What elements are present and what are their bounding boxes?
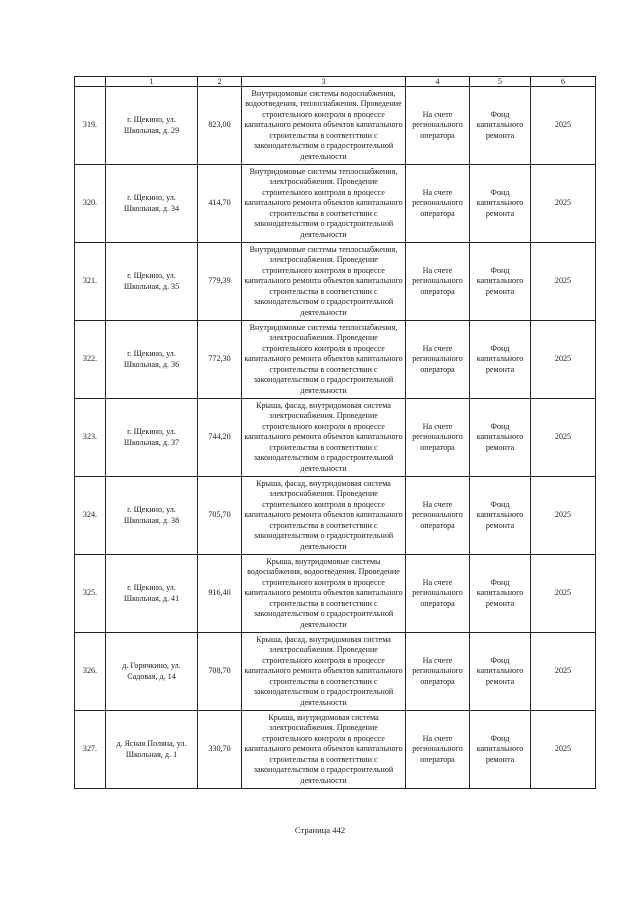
column-header: 6 xyxy=(531,77,596,87)
table-row xyxy=(75,87,596,165)
row-number: 320. xyxy=(75,165,106,243)
account-cell: На счете регионального оператора xyxy=(406,399,470,477)
year-cell: 2025 xyxy=(531,243,596,321)
works-cell: Внутридомовые системы теплоснабжения, электроснабжения. Проведение строительного контроля в процессе капитального ремонта объектов капитального строительства в соответствии с законодательством о градостроительной деятельности xyxy=(242,243,406,321)
fund-cell: Фонд капитального ремонта xyxy=(470,87,531,165)
account-cell: На счете регионального оператора xyxy=(406,243,470,321)
fund-cell: Фонд капитального ремонта xyxy=(470,399,531,477)
fund-cell: Фонд капитального ремонта xyxy=(470,243,531,321)
address-cell: г. Щекино, ул. Школьная, д. 29 xyxy=(106,87,198,165)
table-row xyxy=(75,711,596,789)
year-cell: 2025 xyxy=(531,399,596,477)
column-header: 2 xyxy=(198,77,242,87)
address-cell: г. Щекино, ул. Школьная, д. 37 xyxy=(106,399,198,477)
account-cell: На счете регионального оператора xyxy=(406,477,470,555)
works-cell: Внутридомовые системы теплоснабжения, электроснабжения. Проведение строительного контроля в процессе капитального ремонта объектов капитального строительства в соответствии с законодательством о градостроительной деятельности xyxy=(242,321,406,399)
fund-cell: Фонд капитального ремонта xyxy=(470,321,531,399)
fund-cell: Фонд капитального ремонта xyxy=(470,633,531,711)
works-cell: Внутридомовые системы водоснабжения, водоотведения, теплоснабжения. Проведение строительного контроля в процессе капитального ремонта объектов капитального строительства в соответствии с законодательством о градостроительной деятельности xyxy=(242,87,406,165)
address-cell: г. Щекино, ул. Школьная, д. 41 xyxy=(106,555,198,633)
table-row xyxy=(75,321,596,399)
register-table xyxy=(74,76,596,789)
year-cell: 2025 xyxy=(531,555,596,633)
year-cell: 2025 xyxy=(531,165,596,243)
works-cell: Крыша, внутридомовая система электроснабжения. Проведение строительного контроля в процессе капитального ремонта объектов капитального строительства в соответствии с законодательством о градостроительной деятельности xyxy=(242,711,406,789)
address-cell: г. Щекино, ул. Школьная, д. 35 xyxy=(106,243,198,321)
account-cell: На счете регионального оператора xyxy=(406,555,470,633)
address-cell: г. Щекино, ул. Школьная, д. 34 xyxy=(106,165,198,243)
account-cell: На счете регионального оператора xyxy=(406,321,470,399)
fund-cell: Фонд капитального ремонта xyxy=(470,165,531,243)
year-cell: 2025 xyxy=(531,321,596,399)
row-number: 327. xyxy=(75,711,106,789)
area-cell: 772,30 xyxy=(198,321,242,399)
works-cell: Крыша, фасад, внутридомовая система электроснабжения. Проведение строительного контроля в процессе капитального ремонта объектов капитального строительства в соответствии с законодательством о градостроительной деятельности xyxy=(242,477,406,555)
area-cell: 823,00 xyxy=(198,87,242,165)
row-number: 321. xyxy=(75,243,106,321)
column-header-row xyxy=(75,77,596,87)
area-cell: 330,70 xyxy=(198,711,242,789)
year-cell: 2025 xyxy=(531,477,596,555)
column-header: 4 xyxy=(406,77,470,87)
works-cell: Крыша, фасад, внутридомовая система электроснабжения. Проведение строительного контроля в процессе капитального ремонта объектов капитального строительства в соответствии с законодательством о градостроительной деятельности xyxy=(242,399,406,477)
address-cell: г. Щекино, ул. Школьная, д. 36 xyxy=(106,321,198,399)
area-cell: 916,40 xyxy=(198,555,242,633)
works-cell: Крыша, фасад, внутридомовая система электроснабжения. Проведение строительного контроля в процессе капитального ремонта объектов капитального строительства в соответствии с законодательством о градостроительной деятельности xyxy=(242,633,406,711)
address-cell: д. Горячкино, ул. Садовая, д. 14 xyxy=(106,633,198,711)
table-row xyxy=(75,555,596,633)
area-cell: 779,39 xyxy=(198,243,242,321)
row-number: 322. xyxy=(75,321,106,399)
area-cell: 414,70 xyxy=(198,165,242,243)
column-header: 3 xyxy=(242,77,406,87)
address-cell: д. Ясная Поляна, ул. Школьная, д. 1 xyxy=(106,711,198,789)
row-number: 319. xyxy=(75,87,106,165)
area-cell: 744,20 xyxy=(198,399,242,477)
column-header: 1 xyxy=(106,77,198,87)
fund-cell: Фонд капитального ремонта xyxy=(470,555,531,633)
column-header xyxy=(75,77,106,87)
fund-cell: Фонд капитального ремонта xyxy=(470,711,531,789)
works-cell: Крыша, внутридомовые системы водоснабжения, водоотведения. Проведение строительного контроля в процессе капитального ремонта объектов капитального строительства в соответствии с законодательством о градостроительной деятельности xyxy=(242,555,406,633)
fund-cell: Фонд капитального ремонта xyxy=(470,477,531,555)
address-cell: г. Щекино, ул. Школьная, д. 38 xyxy=(106,477,198,555)
year-cell: 2025 xyxy=(531,711,596,789)
page-number: Страница 442 xyxy=(294,825,346,835)
year-cell: 2025 xyxy=(531,87,596,165)
table-row xyxy=(75,399,596,477)
row-number: 326. xyxy=(75,633,106,711)
year-cell: 2025 xyxy=(531,633,596,711)
table-row xyxy=(75,477,596,555)
row-number: 324. xyxy=(75,477,106,555)
table-row xyxy=(75,633,596,711)
area-cell: 708,70 xyxy=(198,633,242,711)
account-cell: На счете регионального оператора xyxy=(406,711,470,789)
column-header: 5 xyxy=(470,77,531,87)
area-cell: 705,70 xyxy=(198,477,242,555)
account-cell: На счете регионального оператора xyxy=(406,87,470,165)
row-number: 325. xyxy=(75,555,106,633)
account-cell: На счете регионального оператора xyxy=(406,165,470,243)
row-number: 323. xyxy=(75,399,106,477)
works-cell: Внутридомовые системы теплоснабжения, электроснабжения. Проведение строительного контроля в процессе капитального ремонта объектов капитального строительства в соответствии с законодательством о градостроительной деятельности xyxy=(242,165,406,243)
account-cell: На счете регионального оператора xyxy=(406,633,470,711)
table-row xyxy=(75,243,596,321)
table-row xyxy=(75,165,596,243)
